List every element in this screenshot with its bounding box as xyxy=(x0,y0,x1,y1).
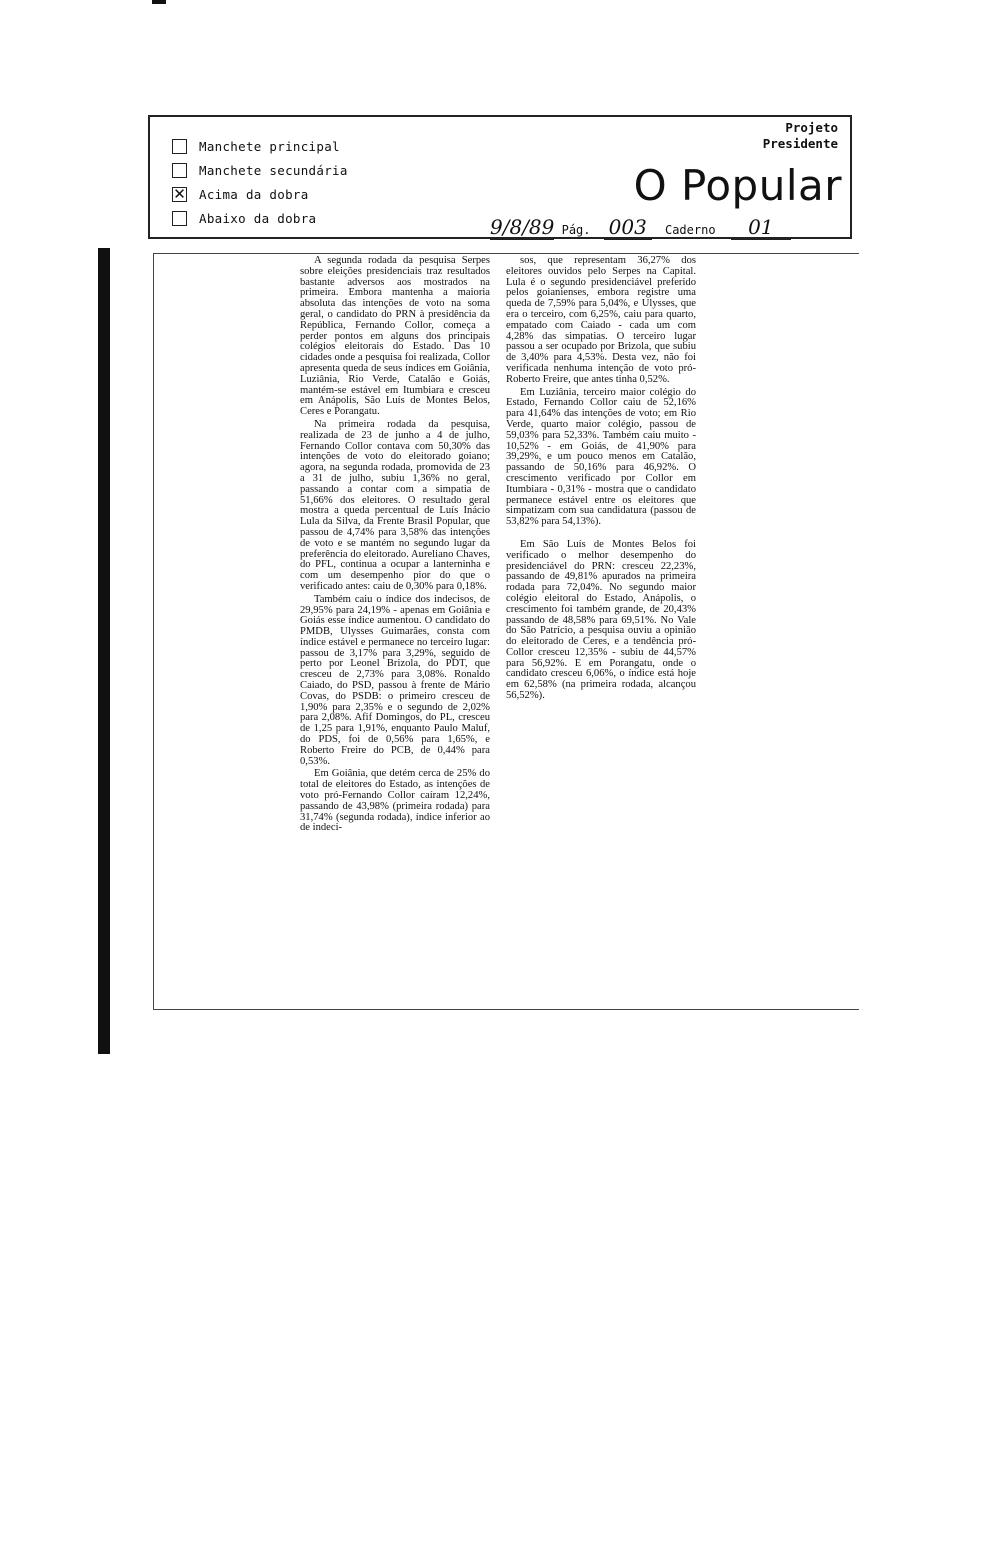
paragraph: A segunda rodada da pesquisa Serpes sobre eleições presidenciais traz resultados bastante adversos aos mostrados na primeira. Embora mantenha a maioria absoluta das intenções de voto na soma geral, o candidato do PRN à presidência da República, Fernando Collor, começa a perder pontos em alguns dos principais colégios eleitorais do Estado. Das 10 cidades onde a pesquisa foi realizada, Collor apresenta queda de seus índices em Goiânia, Luziânia, Rio Verde, Catalão e Goiás, mantém-se estável em Itumbiara e cresceu em Anápolis, São Luís de Montes Belos, Ceres e Porangatu. xyxy=(300,255,490,418)
paragraph: Em Luziânia, terceiro maior colégio do Estado, Fernando Collor caiu de 52,16% para 41,64% das intenções de voto; em Rio Verde, quarto maior colégio, passou de 59,03% para 52,33%. Também caiu muito - 10,52% - em Goiás, de 41,90% para 39,29%, e um pouco menos em Catalão, passando de 50,16% para 46,92%. O crescimento verificado por Collor em Itumbiara - 0,31% - mostra que o candidato permanece estável entre os eleitores que simpatizam com sua candidatura (passou de 53,82% para 54,13%). xyxy=(506,386,696,528)
placement-checklist xyxy=(172,134,348,230)
project-line-1: Projeto xyxy=(785,120,838,135)
checklist-label: Manchete secundária xyxy=(199,162,348,178)
checklist-item-abaixo-da-dobra[interactable] xyxy=(172,206,348,230)
clipping-meta xyxy=(490,215,840,240)
newspaper-name: O Popular xyxy=(633,161,842,210)
page-number: 003 xyxy=(604,215,652,240)
checkbox-icon[interactable] xyxy=(172,211,187,226)
checklist-item-manchete-secundaria[interactable] xyxy=(172,158,348,182)
checkbox-icon[interactable] xyxy=(172,163,187,178)
scan-margin-bar xyxy=(98,248,110,1054)
paragraph: sos, que representam 36,27% dos eleitores ouvidos pelo Serpes na Capital. Lula é o segundo presidenciável preferido pelos goianienses, embora registre uma queda de 7,59% para 5,04%, e Ulysses, que era o terceiro, com 6,25%, caiu para quarto, empatado com Caiado - cada um com 4,28% das simpatias. O terceiro lugar passou a ser ocupado por Brizola, que subiu de 3,40% para 4,53%. Desta vez, não foi verificada nenhuma intenção de voto pró-Roberto Freire, que antes tinha 0,52%. xyxy=(506,255,696,385)
checklist-label: Abaixo da dobra xyxy=(199,210,317,226)
paragraph: Em Goiânia, que detém cerca de 25% do total de eleitores do Estado, as intenções de voto pró-Fernando Collor caíram 12,24%, passando de 43,98% (primeira rodada) para 31,74% (segunda rodada), índice inferior ao de indeci- xyxy=(300,768,490,834)
checklist-item-manchete-principal[interactable] xyxy=(172,134,348,158)
project-line-2: Presidente xyxy=(762,136,838,151)
checkbox-icon[interactable] xyxy=(172,139,187,154)
clipping-header xyxy=(148,115,852,239)
paragraph: Na primeira rodada da pesquisa, realizada de 23 de junho a 4 de julho, Fernando Collor contava com 50,30% das intenções de voto do eleitorado goiano; agora, na segunda rodada, promovida de 23 a 31 de julho, subiu 1,36% no geral, passando a contar com a simpatia de 51,66% dos eleitores. O resultado geral mostra a queda percentual de Luís Inácio Lula da Silva, da Frente Brasil Popular, que passou de 4,74% para 3,58% das intenções de voto e se mantém no segundo lugar da preferência do eleitorado. Aureliano Chaves, do PFL, continua a ocupar a lanterninha e com um desempenho pior do que o verificado antes: caiu de 0,30% para 0,18%. xyxy=(300,418,490,592)
section-number: 01 xyxy=(731,215,791,240)
scan-mark xyxy=(152,0,166,4)
section-label: Caderno xyxy=(664,223,716,237)
article-column-2 xyxy=(506,256,696,702)
page-label: Pág. xyxy=(561,223,591,237)
paragraph: Também caiu o índice dos indecisos, de 29,95% para 24,19% - apenas em Goiânia e Goiás esse índice aumentou. O candidato do PMDB, Ulysses Guimarães, consta com índice estável e permanece no terceiro lugar: passou de 3,17% para 3,29%, seguido de perto por Leonel Brizola, do PDT, que cresceu de 2,73% para 3,08%. Ronaldo Caiado, do PSD, passou à frente de Mário Covas, do PSDB: o primeiro cresceu de 1,90% para 2,35% e o segundo de 2,02% para 2,08%. Afif Domingos, do PL, cresceu de 1,25 para 1,91%, enquanto Paulo Maluf, do PDS, foi de 0,56% para 1,65%, e Roberto Freire do PCB, de 0,44% para 0,53%. xyxy=(300,593,490,767)
checklist-item-acima-da-dobra[interactable] xyxy=(172,182,348,206)
paragraph: Em São Luís de Montes Belos foi verificado o melhor desempenho do presidenciável do PRN: cresceu 22,23%, passando de 49,81% apurados na primeira rodada para 72,04%. No segundo maior colégio eleitoral do Estado, Anápolis, o crescimento foi também grande, de 20,43% passando de 48,58% para 69,51%. No Vale do São Patrício, a pesquisa ouviu a opinião do eleitorado de Ceres, e a tendência pró-Collor cresceu 12,35% - subiu de 44,57% para 56,92%. E em Porangatu, onde o candidato cresceu 6,06%, o índice está hoje em 62,58% (na primeira rodada, alcançou 56,52%). xyxy=(506,538,696,702)
checked-box-icon[interactable]: ✕ xyxy=(173,184,186,203)
project-label xyxy=(763,120,838,152)
checklist-label: Acima da dobra xyxy=(199,186,309,202)
article-column-1 xyxy=(300,256,490,834)
clipping-date: 9/8/89 xyxy=(490,215,555,239)
checklist-label: Manchete principal xyxy=(199,138,340,154)
